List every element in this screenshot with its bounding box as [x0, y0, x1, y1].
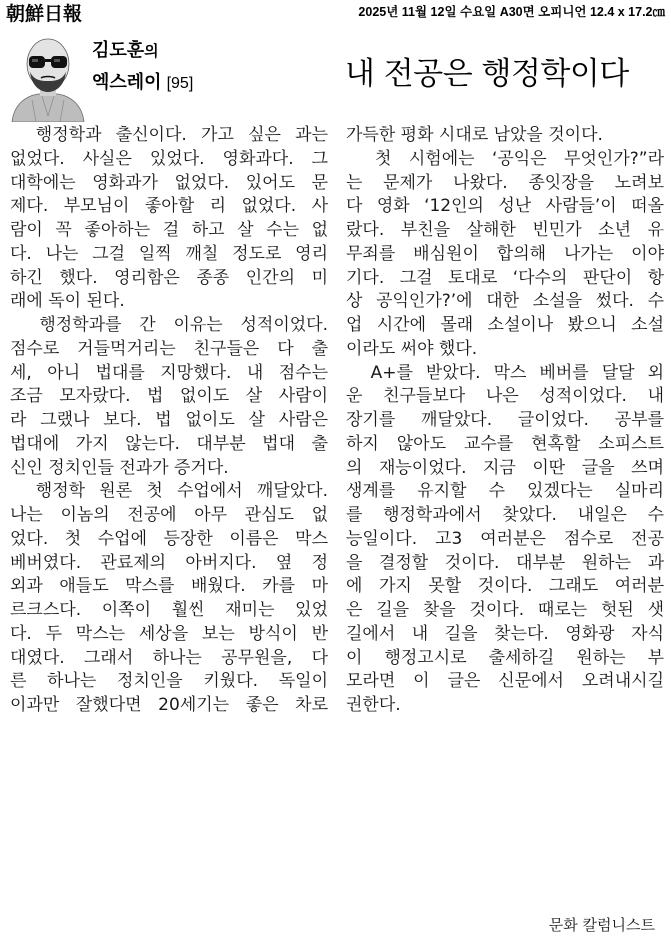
body-line: 른 하나는 정치인을 키웠다. 독일이	[10, 671, 328, 692]
body-line: 은 길을 찾을 것이다. 때로는 헛된 샛	[346, 600, 664, 620]
series-number: [95]	[166, 75, 194, 92]
body-line: 랐다. 부친을 살해한 빈민가 소년 유	[346, 220, 664, 240]
author-name: 김도훈	[92, 40, 145, 60]
body-line: 대학에는 영화과가 없었다. 있어도 문	[10, 172, 328, 193]
body-line: 무죄를 배심원이 합의해 나가는 이야	[346, 243, 664, 264]
article-column-right	[346, 124, 664, 718]
body-line: 능일이다. 고3 여러분은 점수로 전공	[346, 528, 664, 549]
body-line: 장기를 깨달았다. 글이었다. 공부를	[346, 410, 664, 430]
body-line: 를 행정학과에서 찾았다. 내일은 수	[346, 505, 664, 525]
body-line: 신인 정치인들 전과가 증거다.	[10, 457, 229, 478]
body-line: 점수로 거들먹거리는 친구들은 다 출	[10, 338, 328, 359]
body-line: 하지 않아도 교수를 현혹할 소피스트	[346, 433, 664, 454]
author-suffix: 의	[144, 43, 159, 60]
body-line: 다. 두 막스는 세상을 보는 방식이 반	[10, 623, 328, 644]
body-line: 생계를 유지할 수 있겠다는 실마리	[346, 481, 664, 502]
body-line: 라 그랬나 보다. 법 없이도 살 사람은	[10, 410, 328, 430]
body-line: 의 재능이었다. 지금 이딴 글을 쓰며	[346, 457, 664, 478]
body-line: 운 친구들보다 나은 성적이었다. 내	[346, 386, 664, 407]
body-line: 다 영화 ‘12인의 성난 사람들’이 떠올	[346, 196, 664, 217]
body-line: 모라면 이 글은 신문에서 오려내시길	[346, 671, 664, 692]
body-line: 행정학 원론 첫 수업에서 깨달았다.	[10, 481, 328, 502]
masthead-bar	[0, 0, 671, 25]
body-line: 하긴 했다. 영리함은 종종 인간의 미	[10, 267, 328, 288]
newspaper-logo: 朝鮮日報	[6, 3, 83, 25]
body-line: 나는 이놈의 전공에 아무 관심도 없	[10, 505, 328, 525]
body-line: 외과 애들도 막스를 배웠다. 카를 마	[10, 576, 328, 597]
series-title: 엑스레이	[92, 72, 162, 92]
body-line: 첫 시험에는 ‘공익은 무엇인가?”라	[346, 148, 664, 169]
body-line: 르크스다. 이쪽이 훨씬 재미는 있었	[10, 600, 328, 620]
body-line: 조금 모자랐다. 법 없이도 살 사람이	[10, 386, 328, 407]
body-line: 없었다. 사실은 있었다. 영화과다. 그	[10, 148, 328, 169]
body-line: 는 문제가 나왔다. 종잇장을 노려보	[346, 172, 664, 193]
body-line: 세, 아니 법대를 지망했다. 내 점수는	[10, 362, 328, 383]
body-line: 베버였다. 관료제의 아버지다. 옆 정	[10, 552, 328, 573]
body-line: 대였다. 그래서 하나는 공무원을, 다	[10, 647, 328, 668]
body-line: 길에서 내 길을 찾는다. 영화광 자식	[346, 623, 664, 644]
dateline: 2025년 11월 12일 수요일 A30면 오피니언 12.4 x 17.2㎝	[358, 5, 665, 19]
body-line: A+를 받았다. 막스 베버를 달달 외	[346, 362, 664, 383]
author-portrait	[8, 26, 88, 122]
body-line: 래에 독이 된다.	[10, 291, 125, 312]
author-title: 문화 칼럼니스트	[548, 916, 655, 934]
headline: 내 전공은 행정학이다	[345, 56, 629, 92]
body-line: 제다. 부모님이 좋아할 리 없었다. 사	[10, 196, 328, 217]
body-line: 행정학과 출신이다. 가고 싶은 과는	[10, 125, 328, 145]
body-line: 람이 꼭 좋아하는 걸 하고 살 수는 없	[10, 220, 328, 240]
body-line: 이과만 잘했다면 20세기는 좋은 차로	[10, 695, 328, 715]
body-line: 을 결정할 것이다. 대부분 원하는 과	[346, 552, 664, 573]
column-byline	[92, 36, 193, 94]
body-line: 행정학과를 간 이유는 성적이었다.	[10, 315, 328, 335]
body-line: 다. 나는 그걸 일찍 깨칠 정도로 영리	[10, 243, 328, 264]
body-line: 업 시간에 몰래 소설이나 봤으니 소설	[346, 315, 664, 335]
body-line: 상 공익인가?’에 대한 소설을 썼다. 수	[346, 291, 664, 312]
body-line: 이라도 써야 했다.	[346, 338, 478, 359]
body-line: 기다. 그걸 토대로 ‘다수의 판단이 항	[346, 267, 664, 288]
body-line: 에 가지 못할 것이다. 그래도 여러분	[346, 576, 664, 597]
body-line: 가득한 평화 시대로 남았을 것이다.	[346, 125, 603, 145]
body-line: 었다. 첫 수업에 등장한 이름은 막스	[10, 528, 328, 549]
body-line: 권한다.	[346, 695, 401, 715]
body-line: 이 행정고시로 출세하길 원하는 부	[346, 647, 664, 668]
article-column-left	[10, 124, 328, 718]
body-line: 법대에 가지 않는다. 대부분 법대 출	[10, 433, 328, 454]
